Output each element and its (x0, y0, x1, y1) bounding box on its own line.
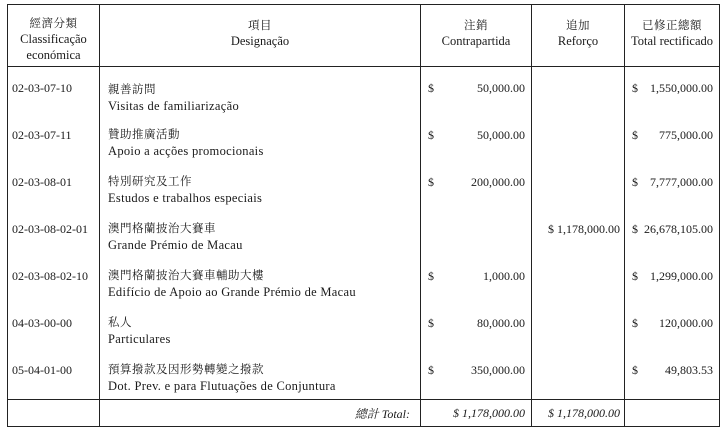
row-code: 05-04-01-00 (8, 361, 100, 400)
reforco-cell (532, 67, 625, 127)
total-cell (625, 267, 720, 314)
currency-symbol: $ (632, 81, 638, 95)
reforco-cell (532, 173, 625, 220)
row-designation-zh: 特別研究及工作 (108, 174, 192, 188)
currency-symbol: $ (632, 175, 638, 189)
contrapartida-value: 50,000.00 (477, 128, 525, 142)
total-cell (625, 126, 720, 173)
row-designation-zh: 親善訪問 (108, 82, 156, 96)
reforco-cell (532, 267, 625, 314)
contrapartida-cell (421, 173, 532, 220)
totals-contrapartida: $ 1,178,000.00 (421, 400, 532, 427)
table-header-row (8, 5, 720, 67)
row-designation-pt: Grande Prémio de Macau (108, 238, 243, 252)
totals-blank-cell (8, 400, 100, 427)
total-cell (625, 314, 720, 361)
row-designation (100, 267, 421, 314)
row-designation-pt: Dot. Prev. e para Flutuações de Conjuntura (108, 379, 336, 393)
row-code: 02-03-08-01 (8, 173, 100, 220)
budget-table (7, 4, 720, 427)
reforco-cell (532, 126, 625, 173)
header-designation (100, 5, 421, 67)
row-designation (100, 67, 421, 127)
currency-symbol: $ (428, 363, 434, 377)
table-body (8, 67, 720, 427)
contrapartida-value: 350,000.00 (471, 363, 525, 377)
total-value: 26,678,105.00 (644, 222, 713, 236)
row-designation-pt: Visitas de familiarização (108, 99, 239, 113)
currency-symbol: $ (632, 269, 638, 283)
contrapartida-value: 50,000.00 (477, 81, 525, 95)
totals-empty-total-cell (625, 400, 720, 427)
contrapartida-cell (421, 314, 532, 361)
currency-symbol: $ (632, 128, 638, 142)
reforco-cell (532, 314, 625, 361)
row-designation-pt: Apoio a acções promocionais (108, 144, 264, 158)
currency-symbol: $ (428, 128, 434, 142)
total-value: 1,299,000.00 (650, 269, 713, 283)
row-code: 04-03-00-00 (8, 314, 100, 361)
row-designation-pt: Particulares (108, 332, 171, 346)
header-reforco-zh: 追加 (566, 18, 590, 32)
currency-symbol: $ (632, 316, 638, 330)
row-code: 02-03-07-10 (8, 67, 100, 127)
total-value: 49,803.53 (665, 363, 713, 377)
header-total-pt: Total rectificado (630, 34, 714, 48)
total-value: 1,550,000.00 (650, 81, 713, 95)
row-designation-zh: 澳門格蘭披治大賽車 (108, 221, 216, 235)
contrapartida-cell (421, 67, 532, 127)
total-value: 775,000.00 (659, 128, 713, 142)
table-row (8, 67, 720, 127)
header-classification-zh: 經濟分類 (29, 16, 78, 30)
table-row (8, 220, 720, 267)
header-reforco (532, 5, 625, 67)
contrapartida-cell (421, 361, 532, 400)
currency-symbol: $ (428, 175, 434, 189)
currency-symbol: $ (428, 269, 434, 283)
header-contrapartida-pt: Contrapartida (441, 34, 511, 48)
reforco-value: $ 1,178,000.00 (548, 222, 620, 236)
currency-symbol: $ (632, 222, 638, 236)
currency-symbol: $ (428, 81, 434, 95)
row-designation-zh: 預算撥款及因形勢轉變之撥款 (108, 362, 264, 376)
row-designation-zh: 贊助推廣活動 (108, 127, 180, 141)
contrapartida-cell (421, 267, 532, 314)
row-designation (100, 314, 421, 361)
table-row (8, 126, 720, 173)
header-contrapartida (421, 5, 532, 67)
table-row (8, 267, 720, 314)
currency-symbol: $ (428, 316, 434, 330)
table-row (8, 314, 720, 361)
total-cell (625, 361, 720, 400)
total-cell (625, 173, 720, 220)
table-row (8, 173, 720, 220)
row-code: 02-03-08-02-10 (8, 267, 100, 314)
reforco-cell (532, 220, 625, 267)
row-code: 02-03-07-11 (8, 126, 100, 173)
contrapartida-value: 80,000.00 (477, 316, 525, 330)
header-total-zh: 已修正總額 (642, 18, 702, 32)
contrapartida-value: 200,000.00 (471, 175, 525, 189)
total-cell (625, 67, 720, 127)
header-classification (8, 5, 100, 67)
header-designation-pt: Designação (230, 34, 290, 48)
contrapartida-cell (421, 126, 532, 173)
total-cell (625, 220, 720, 267)
row-designation (100, 173, 421, 220)
header-classification-pt: Classificação económica (20, 32, 87, 62)
totals-label: 總計 Total: (100, 400, 421, 427)
header-total (625, 5, 720, 67)
budget-table-sheet (7, 4, 719, 420)
row-designation (100, 126, 421, 173)
table-row (8, 361, 720, 400)
total-value: 120,000.00 (659, 316, 713, 330)
currency-symbol: $ (632, 363, 638, 377)
header-contrapartida-zh: 注銷 (464, 18, 488, 32)
header-designation-zh: 項目 (248, 18, 272, 32)
totals-row (8, 400, 720, 427)
row-code: 02-03-08-02-01 (8, 220, 100, 267)
total-value: 7,777,000.00 (650, 175, 713, 189)
totals-reforco: $ 1,178,000.00 (532, 400, 625, 427)
contrapartida-value: 1,000.00 (483, 269, 525, 283)
row-designation-pt: Edifício de Apoio ao Grande Prémio de Macau (108, 285, 356, 299)
row-designation-zh: 私人 (108, 315, 132, 329)
row-designation (100, 361, 421, 400)
row-designation (100, 220, 421, 267)
header-reforco-pt: Reforço (557, 34, 599, 48)
reforco-cell (532, 361, 625, 400)
contrapartida-cell (421, 220, 532, 267)
row-designation-pt: Estudos e trabalhos especiais (108, 191, 263, 205)
row-designation-zh: 澳門格蘭披治大賽車輔助大樓 (108, 268, 264, 282)
